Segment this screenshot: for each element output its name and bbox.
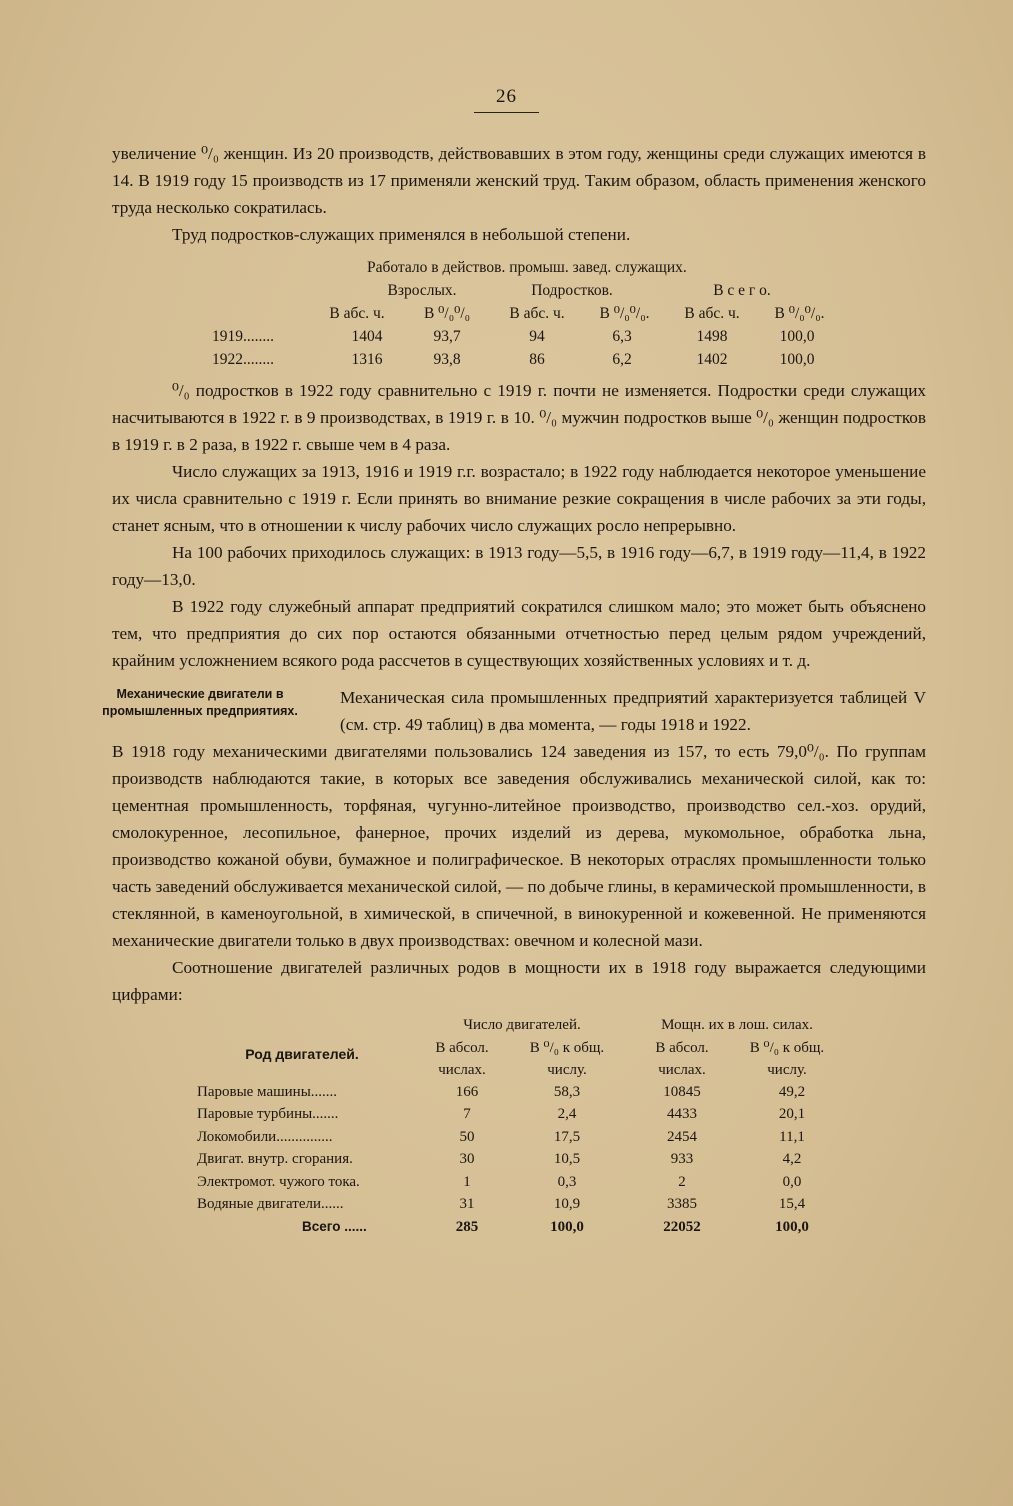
table-cell: 1498	[696, 328, 728, 345]
paragraph: На 100 рабочих приходилось служащих: в 1913 году—5,5, в 1916 году—6,7, в 1919 году—11,4, в 1922 году—13,0.	[112, 543, 926, 589]
table-row-label: Водяные двигатели......	[197, 1196, 344, 1212]
table-group-header-row	[112, 279, 926, 302]
table-row	[112, 325, 926, 348]
table-subheader: В абс. ч.	[329, 305, 385, 322]
table-cell: 1	[463, 1173, 471, 1190]
table-subheader: В ⁰/₀ к общ. числу.	[529, 1039, 605, 1078]
table-subheader-row	[112, 302, 926, 325]
table-cell: 1316	[351, 351, 383, 368]
table-group-header: Число двигателей.	[463, 1017, 581, 1033]
paragraph: Соотношение двигателей различных родов в мощности их в 1918 году выражается следующими цифрами:	[112, 958, 926, 1004]
table-subheader: В ⁰/₀ к общ. числу.	[749, 1039, 825, 1078]
table-cell: 31	[459, 1196, 475, 1212]
employees-table	[112, 256, 926, 371]
table-group-header-row	[112, 1014, 926, 1037]
table-cell: 22052	[663, 1218, 701, 1235]
table-cell: 93,7	[433, 328, 461, 345]
table-cell: 11,1	[779, 1128, 805, 1145]
table-cell: 933	[670, 1151, 694, 1167]
table-cell: 1402	[696, 351, 728, 368]
table-group-header: В с е г о.	[713, 282, 771, 299]
table-row-label: Паровые турбины.......	[197, 1106, 339, 1122]
table-cell: 30	[459, 1151, 475, 1167]
margin-heading: Механические двигатели в промышленных предприятиях.	[102, 687, 298, 718]
table-cell: 2454	[667, 1128, 697, 1145]
table-cell: 50	[459, 1128, 475, 1145]
paragraph: В 1918 году механическими двигателями пользовались 124 заведения из 157, то есть 79,0⁰/₀. По группам производств наблюдаются такие, в которых все заведения обслуживались механической силой, как то: цементная промышленность, торфяная, чугунно-литейное производство, производство сел.-хоз. орудий, смолокуренное, лесопильное, фанерное, прочих изделий из дерева, мукомольное, обработка льна, производство кожаной обуви, бумажное и полиграфическое. В некоторых отраслях промышленности только часть заведений обслуживается механической силой, — по добыче глины, в керамической промышленности, в стеклянной, в каменоугольной, в химической, в спичечной, в винокуренной и кожевенной. Не применяются механические двигатели только в двух производствах: овечном и колесной мази.	[112, 742, 926, 950]
table-cell: 0,0	[782, 1173, 802, 1190]
table-subheader: В ⁰/₀⁰/₀	[423, 305, 471, 322]
table-cell: 4433	[667, 1106, 697, 1122]
table-cell: 10845	[663, 1083, 701, 1100]
table-row-label: 1922........	[212, 351, 274, 368]
page-body	[102, 140, 926, 1238]
table-group-header: Взрослых.	[387, 282, 457, 299]
table-cell: 49,2	[778, 1083, 806, 1100]
table-cell: 100,0	[550, 1218, 584, 1235]
table-row	[112, 1126, 926, 1149]
table-row-label: Локомобили...............	[197, 1128, 333, 1145]
paragraph: Число служащих за 1913, 1916 и 1919 г.г. возрастало; в 1922 году наблюдается некоторое уменьшение их числа сравнительно с 1919 г. Если принять во внимание резкие сокращения в числе рабочих за эти годы, станет ясным, что в отношении к числу рабочих число служащих росло непрерывно.	[112, 462, 926, 535]
table-cell: 10,5	[553, 1151, 581, 1167]
table-row	[112, 1193, 926, 1216]
table-cell: 7	[463, 1106, 471, 1122]
table-cell: 15,4	[778, 1196, 806, 1212]
table-row-label: Электромот. чужого тока.	[197, 1173, 360, 1190]
table-cell: 285	[455, 1218, 479, 1235]
table-subheader: В абсол. числах.	[655, 1039, 709, 1078]
table-cell: 6,2	[612, 351, 632, 368]
table-row	[112, 348, 926, 371]
table-subheader: В абс. ч.	[509, 305, 565, 322]
table-cell: 58,3	[553, 1083, 581, 1100]
table-row-label: 1919........	[212, 328, 274, 345]
paragraph: Механическая сила промышленных предприятий характеризуется таблицей V (см. стр. 49 таблиц) в два момента, — годы 1918 и 1922.	[340, 688, 926, 734]
engines-table	[112, 1014, 926, 1238]
table-cell: 86	[529, 351, 545, 368]
table-row	[112, 1103, 926, 1126]
table-cell: 0,3	[557, 1173, 577, 1190]
table-cell: 2,4	[557, 1106, 577, 1122]
table-subheader: В абс. ч.	[684, 305, 740, 322]
table-row	[112, 1148, 926, 1171]
paragraph: Труд подростков-служащих применялся в небольшой степени.	[172, 225, 631, 244]
table-subheader: В ⁰/₀⁰/₀.	[599, 305, 650, 322]
table-cell: 6,3	[612, 328, 632, 345]
table-cell: 1404	[351, 328, 383, 345]
table-cell: 3385	[667, 1196, 697, 1212]
table-row	[112, 1171, 926, 1194]
table-cell: 100,0	[775, 1218, 809, 1235]
paragraph: увеличение ⁰/₀ женщин. Из 20 производств, действовавших в этом году, женщины среди служащих имеются в 14. В 1919 году 15 производств из 17 применяли женский труд. Таким образом, область применения женского труда несколько сократилась.	[112, 144, 926, 217]
table-cell: 2	[678, 1173, 686, 1190]
paragraph: ⁰/₀ подростков в 1922 году сравнительно с 1919 г. почти не изменяется. Подростки среди служащих насчитываются в 1922 г. в 9 производствах, в 1919 г. в 10. ⁰/₀ мужчин подростков выше ⁰/₀ женщин подростков в 1919 г. в 2 раза, в 1922 г. свыше чем в 4 раза.	[112, 381, 926, 454]
section-mechanical-engines	[102, 684, 926, 954]
table-row-label: Двигат. внутр. сгорания.	[197, 1151, 353, 1167]
table-row	[112, 1081, 926, 1104]
table-row-header: Род двигателей.	[245, 1045, 359, 1062]
table-cell: 93,8	[433, 351, 461, 368]
table-total-label: Всего ......	[302, 1218, 367, 1234]
table-cell: 100,0	[779, 351, 815, 368]
paragraph: В 1922 году служебный аппарат предприятий сократился слишком мало; это может быть объяснено тем, что предприятия до сих пор остаются обязанными отчетностью перед целым рядом учреждений, крайним усложнением всякого рода рассчетов в существующих хозяйственных условиях и т. д.	[112, 597, 926, 670]
table-subheader: В ⁰/₀⁰/₀.	[774, 305, 825, 322]
table-cell: 94	[529, 328, 545, 345]
table-group-header: Подростков.	[531, 282, 613, 299]
table-cell: 166	[455, 1083, 479, 1100]
table-cell: 20,1	[778, 1106, 806, 1122]
table-subheader: В абсол. числах.	[435, 1039, 489, 1078]
table-total-row	[112, 1216, 926, 1239]
table-cell: 10,9	[553, 1196, 581, 1212]
table-group-header: Мощн. их в лош. силах.	[661, 1017, 813, 1033]
table-caption: Работало в действов. промыш. завед. служащих.	[367, 259, 687, 276]
table-row-label: Паровые машины.......	[197, 1083, 338, 1100]
table-cell: 4,2	[782, 1151, 802, 1167]
table-subheader-row	[112, 1037, 926, 1081]
page-number: 26	[0, 86, 1013, 113]
table-cell: 100,0	[779, 328, 815, 345]
table-cell: 17,5	[553, 1128, 581, 1145]
